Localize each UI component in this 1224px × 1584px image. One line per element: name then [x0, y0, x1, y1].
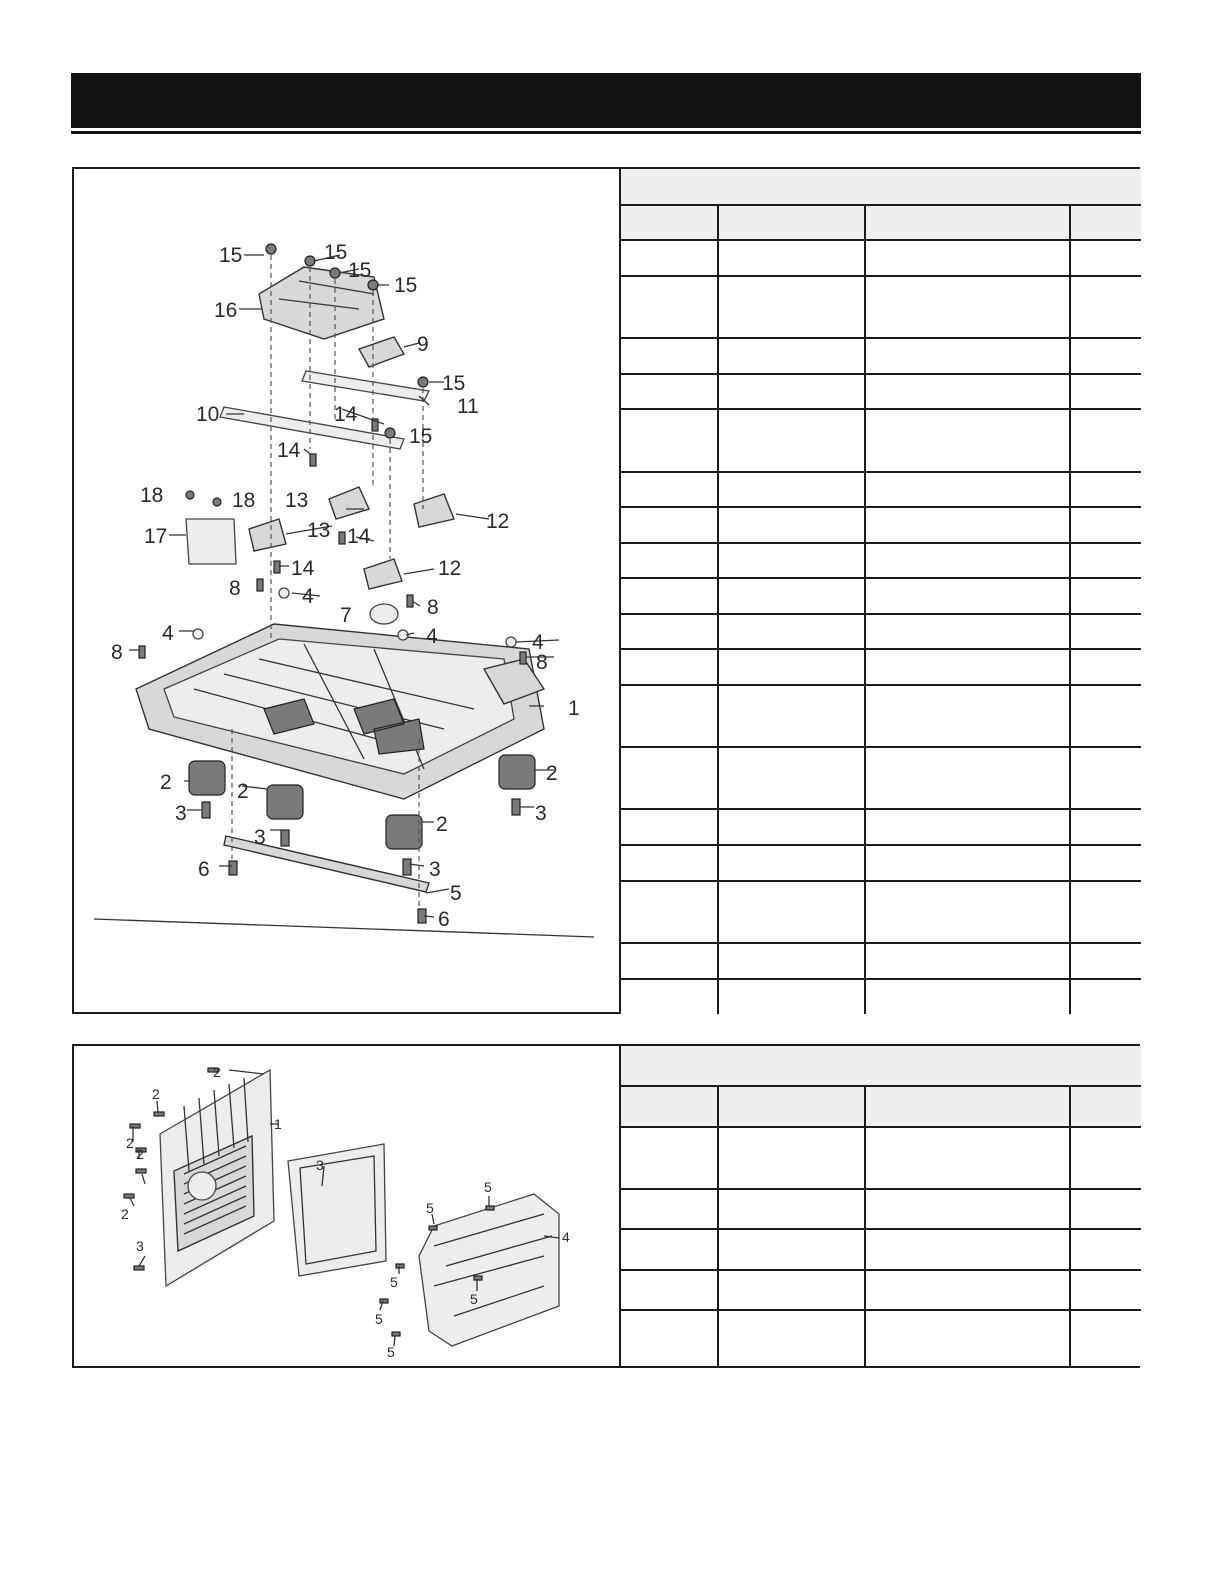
callout-2: 2 — [152, 1086, 160, 1102]
callout-4: 4 — [302, 585, 314, 608]
table-row — [620, 685, 1141, 747]
callout-15: 15 — [442, 372, 466, 395]
callout-3: 3 — [535, 802, 547, 825]
callout-4: 4 — [162, 622, 174, 645]
cover-parts-table — [619, 1046, 1141, 1366]
callout-1: 1 — [274, 1116, 282, 1132]
table-row — [620, 747, 1141, 809]
callout-15: 15 — [409, 425, 433, 448]
callout-5: 5 — [375, 1311, 383, 1327]
callout-4: 4 — [426, 625, 438, 648]
callout-15: 15 — [324, 241, 348, 264]
table-header-row — [620, 1086, 1141, 1127]
callout-2: 2 — [546, 762, 558, 785]
callout-6: 6 — [438, 908, 450, 931]
callout-3: 3 — [136, 1238, 144, 1254]
callout-5: 5 — [426, 1200, 434, 1216]
callout-1: 1 — [568, 697, 580, 720]
callout-4: 4 — [562, 1229, 570, 1245]
callout-14: 14 — [334, 403, 358, 426]
callout-2: 2 — [436, 813, 448, 836]
callout-8: 8 — [536, 651, 548, 674]
callout-18: 18 — [140, 484, 164, 507]
callout-2: 2 — [213, 1064, 221, 1080]
callout-15: 15 — [219, 244, 243, 267]
table-header-row — [620, 205, 1141, 240]
table-row — [620, 979, 1141, 1014]
callout-3: 3 — [316, 1157, 324, 1173]
callout-8: 8 — [111, 641, 123, 664]
table-row — [620, 276, 1141, 338]
callout-12: 12 — [486, 510, 510, 533]
table-row — [620, 1270, 1141, 1310]
page-header-rule — [71, 131, 1141, 134]
callout-5: 5 — [387, 1344, 395, 1360]
frame-assembly-panel — [72, 167, 1140, 1014]
table-row — [620, 507, 1141, 543]
callout-2: 2 — [237, 780, 249, 803]
table-caption-row — [620, 169, 1141, 205]
table-row — [620, 409, 1141, 472]
callout-16: 16 — [214, 299, 238, 322]
callout-5: 5 — [470, 1291, 478, 1307]
table-row — [620, 543, 1141, 578]
callout-6: 6 — [198, 858, 210, 881]
frame-exploded-view — [74, 169, 619, 1012]
table-row — [620, 809, 1141, 845]
table-row — [620, 1127, 1141, 1189]
frame-parts-table — [619, 169, 1141, 1014]
rear-shroud — [419, 1194, 559, 1346]
table-row — [620, 614, 1141, 649]
callout-13: 13 — [285, 489, 309, 512]
callout-15: 15 — [348, 259, 372, 282]
callout-9: 9 — [417, 333, 429, 356]
callout-2: 2 — [121, 1206, 129, 1222]
table-row — [620, 649, 1141, 685]
callout-12: 12 — [438, 557, 462, 580]
cover-exploded-view — [74, 1046, 619, 1366]
callout-3: 3 — [429, 858, 441, 881]
callout-8: 8 — [427, 596, 439, 619]
table-row — [620, 338, 1141, 374]
callout-17: 17 — [144, 525, 168, 548]
callout-14: 14 — [291, 557, 315, 580]
table-row — [620, 472, 1141, 507]
callout-15: 15 — [394, 274, 418, 297]
page-header-bar — [71, 73, 1141, 128]
callout-4: 4 — [532, 631, 544, 654]
callout-10: 10 — [196, 403, 220, 426]
callout-5: 5 — [390, 1274, 398, 1290]
callout-2: 2 — [126, 1135, 134, 1151]
table-row — [620, 1229, 1141, 1270]
table-caption-row — [620, 1046, 1141, 1086]
table-row — [620, 943, 1141, 979]
table-row — [620, 845, 1141, 881]
callout-14: 14 — [277, 439, 301, 462]
callout-14: 14 — [347, 525, 371, 548]
table-row — [620, 374, 1141, 409]
table-row — [620, 881, 1141, 943]
callout-8: 8 — [229, 577, 241, 600]
callout-2: 2 — [136, 1146, 144, 1162]
callout-2: 2 — [160, 771, 172, 794]
callout-5: 5 — [484, 1179, 492, 1195]
callout-5: 5 — [450, 882, 462, 905]
cover-assembly-panel — [72, 1044, 1140, 1368]
table-row — [620, 1310, 1141, 1366]
callout-7: 7 — [340, 604, 352, 627]
callout-3: 3 — [175, 802, 187, 825]
callout-18: 18 — [232, 489, 256, 512]
table-row — [620, 240, 1141, 276]
cover-assembly-diagram — [74, 1046, 619, 1366]
frame-assembly-diagram — [74, 169, 619, 1012]
table-row — [620, 1189, 1141, 1229]
callout-11: 11 — [457, 395, 479, 418]
table-row — [620, 578, 1141, 614]
callout-13: 13 — [307, 519, 331, 542]
callout-3: 3 — [254, 826, 266, 849]
